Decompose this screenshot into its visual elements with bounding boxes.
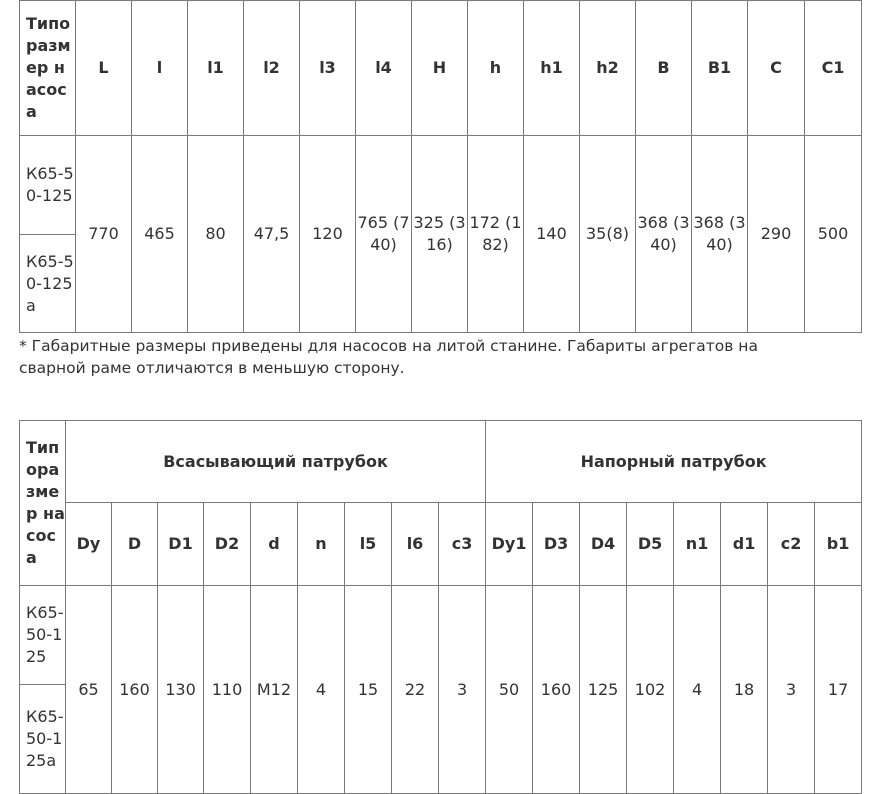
header-cell: l — [132, 1, 188, 136]
header-cell: d — [251, 503, 298, 586]
value-cell: 3 — [439, 586, 486, 794]
value-cell: 102 — [627, 586, 674, 794]
header-cell: D3 — [533, 503, 580, 586]
value-cell: 4 — [674, 586, 721, 794]
header-cell: D1 — [158, 503, 204, 586]
value-cell: 770 — [76, 136, 132, 333]
value-cell: 160 — [112, 586, 158, 794]
value-cell: 15 — [345, 586, 392, 794]
value-cell: 50 — [486, 586, 533, 794]
header-cell: l4 — [356, 1, 412, 136]
header-cell: Dy — [66, 503, 112, 586]
group-header-pressure: Напорный патрубок — [486, 421, 862, 503]
header-cell: h2 — [580, 1, 636, 136]
value-cell: 368 (340) — [692, 136, 748, 333]
header-cell: n1 — [674, 503, 721, 586]
header-cell: C1 — [805, 1, 862, 136]
header-cell: D4 — [580, 503, 627, 586]
header-cell: h1 — [524, 1, 580, 136]
value-cell: 290 — [748, 136, 805, 333]
header-cell: l2 — [244, 1, 300, 136]
dimensions-table — [19, 0, 862, 333]
table-row — [20, 586, 862, 685]
value-cell: 120 — [300, 136, 356, 333]
header-cell: D5 — [627, 503, 674, 586]
value-cell: 160 — [533, 586, 580, 794]
value-cell: 368 (340) — [636, 136, 692, 333]
header-cell: n — [298, 503, 345, 586]
value-cell: 17 — [815, 586, 862, 794]
header-cell: b1 — [815, 503, 862, 586]
value-cell: 325 (316) — [412, 136, 468, 333]
model-cell: К65-50-125 — [20, 136, 76, 235]
header-model: Типоразмер насоса — [20, 421, 66, 586]
value-cell: 80 — [188, 136, 244, 333]
footnote: * Габаритные размеры приведены для насосов на литой станине. Габариты агрегатов на сварной раме отличаются в меньшую сторону. — [19, 337, 758, 377]
header-cell: c2 — [768, 503, 815, 586]
table-header-row — [20, 1, 862, 136]
value-cell: 172 (182) — [468, 136, 524, 333]
table-row — [20, 136, 862, 235]
model-cell: К65-50-125а — [20, 235, 76, 333]
value-cell: 22 — [392, 586, 439, 794]
header-cell: l1 — [188, 1, 244, 136]
value-cell: 140 — [524, 136, 580, 333]
value-cell: 3 — [768, 586, 815, 794]
header-cell: c3 — [439, 503, 486, 586]
group-header-row — [20, 421, 862, 503]
value-cell: 765 (740) — [356, 136, 412, 333]
value-cell: 500 — [805, 136, 862, 333]
connections-table — [19, 420, 862, 794]
header-cell: d1 — [721, 503, 768, 586]
value-cell: 65 — [66, 586, 112, 794]
value-cell: 35(8) — [580, 136, 636, 333]
model-cell: К65-50-125 — [20, 586, 66, 685]
header-cell: H — [412, 1, 468, 136]
header-cell: D — [112, 503, 158, 586]
value-cell: 4 — [298, 586, 345, 794]
value-cell: 47,5 — [244, 136, 300, 333]
header-cell: B1 — [692, 1, 748, 136]
header-cell: l5 — [345, 503, 392, 586]
header-cell: Dy1 — [486, 503, 533, 586]
header-cell: L — [76, 1, 132, 136]
value-cell: 130 — [158, 586, 204, 794]
value-cell: 125 — [580, 586, 627, 794]
group-header-suction: Всасывающий патрубок — [66, 421, 486, 503]
value-cell: 110 — [204, 586, 251, 794]
value-cell: М12 — [251, 586, 298, 794]
header-model: Типоразмер насоса — [20, 1, 76, 136]
value-cell: 18 — [721, 586, 768, 794]
header-cell: l6 — [392, 503, 439, 586]
header-cell: B — [636, 1, 692, 136]
header-cell: h — [468, 1, 524, 136]
header-cell: C — [748, 1, 805, 136]
header-cell: D2 — [204, 503, 251, 586]
table-header-row — [20, 503, 862, 586]
model-cell: К65-50-125а — [20, 685, 66, 794]
header-cell: l3 — [300, 1, 356, 136]
value-cell: 465 — [132, 136, 188, 333]
